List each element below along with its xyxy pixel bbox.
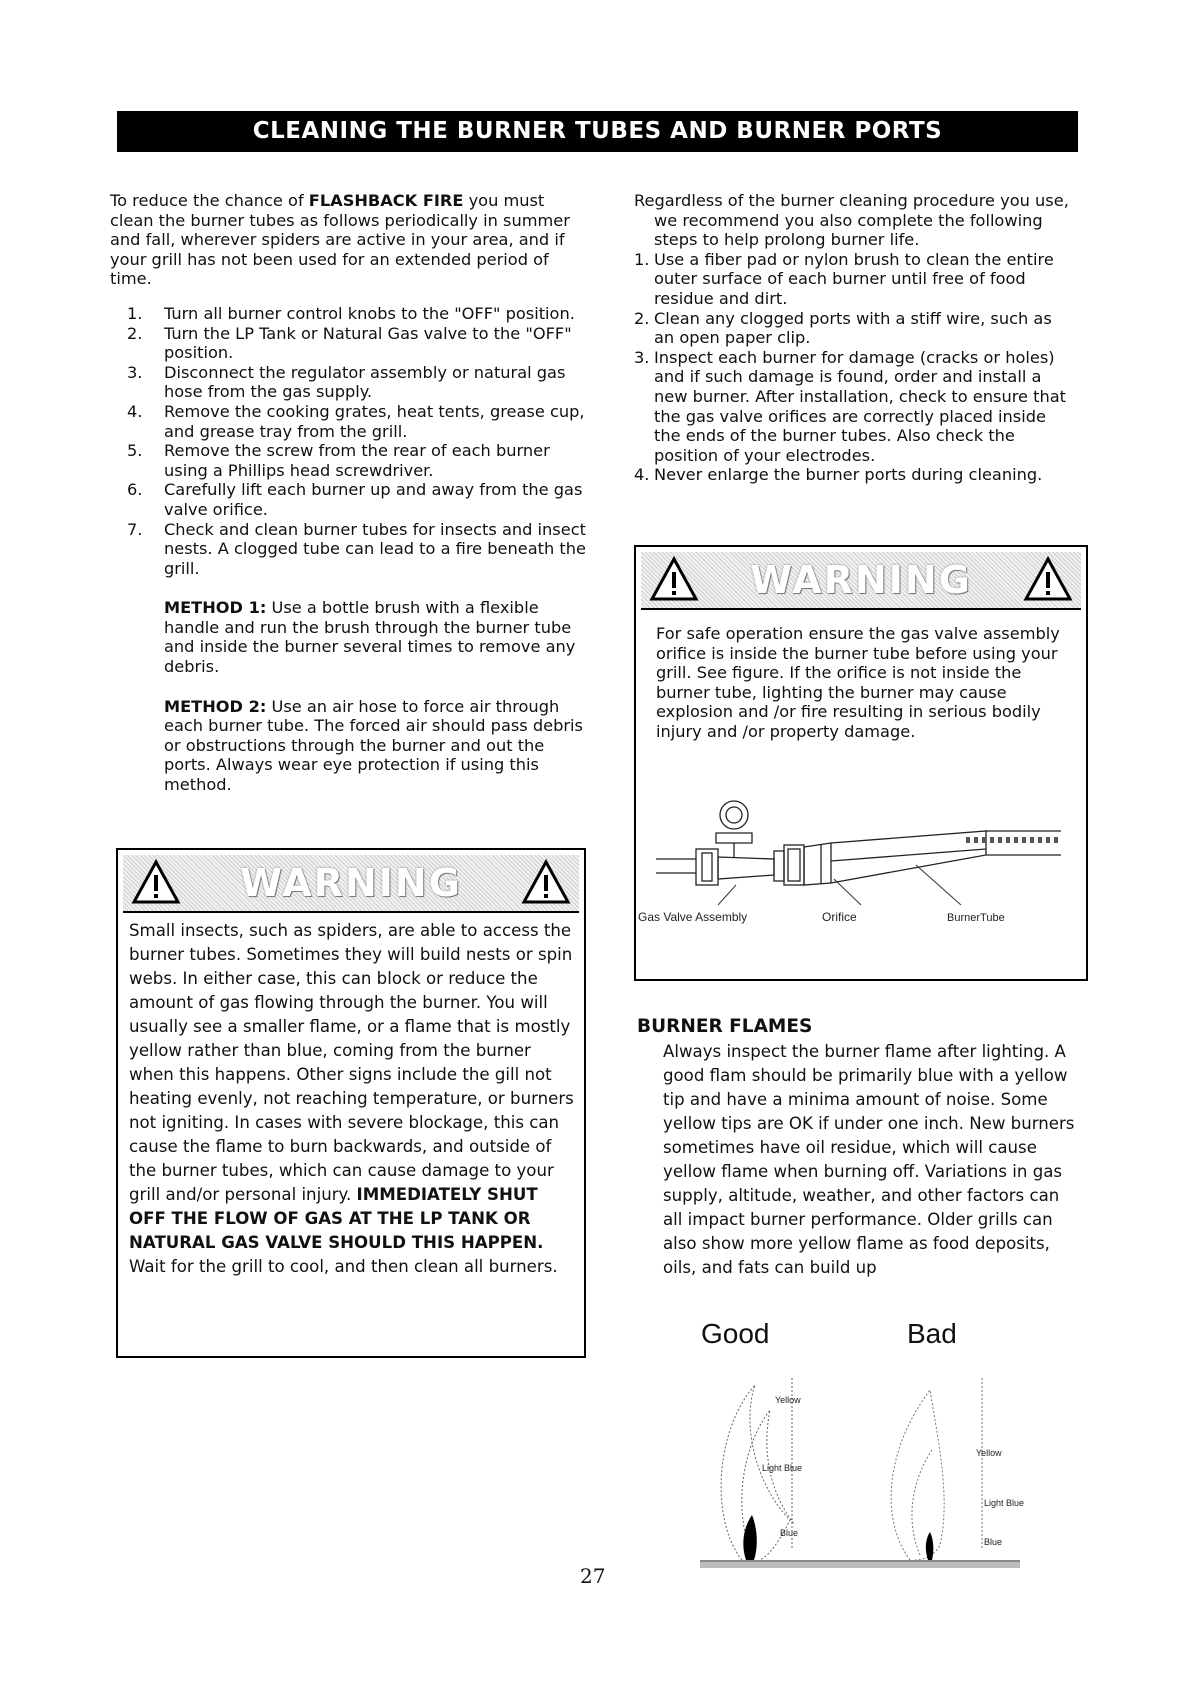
good-label: Good xyxy=(701,1318,770,1349)
prolong-life-steps xyxy=(634,250,1074,485)
list-item: 5. Remove the screw from the rear of each burner using a Phillips head screwdriver. xyxy=(127,441,550,480)
warning-text: For safe operation ensure the gas valve assembly orifice is inside the burner tube before using your grill. See figure. If the orifice is not inside the burner tube, lighting the burner may cause explosion and /or fire resulting in serious bodily injury and /or property damage. xyxy=(656,624,1060,741)
gas-valve-label: Gas Valve Assembly xyxy=(638,910,748,924)
method-1: METHOD 1: Use a bottle brush with a flexible handle and run the brush through the burner tube and inside the burner several times to remove any debris. xyxy=(164,598,576,677)
good-blue-label: Blue xyxy=(780,1528,799,1538)
warning-triangle-icon xyxy=(521,859,571,905)
bad-light-blue-label: Light Blue xyxy=(984,1498,1025,1508)
list-item: 6. Carefully lift each burner up and away from the gas valve orifice. xyxy=(127,480,583,519)
burner-tube-label: BurnerTube xyxy=(947,912,1005,924)
bad-blue-label: Blue xyxy=(984,1537,1003,1547)
intro-text-cont: you must clean the burner tubes as follows periodically in summer and fall, wherever spiders are active in your area, and if your grill has not been used for an extended period of time. xyxy=(110,191,570,289)
left-column xyxy=(110,191,586,795)
orifice-label: Orifice xyxy=(822,910,857,924)
bad-yellow-label: Yellow xyxy=(976,1448,1002,1458)
intro-text: To reduce the chance of xyxy=(110,191,309,210)
list-item: 3. Inspect each burner for damage (cracks or holes) and if such damage is found, order and install a new burner. After installation, check to ensure that the gas valve orifices are correctly placed inside the ends of the burner tubes. Also check the position of your electrodes. xyxy=(634,347,1066,465)
warning-header xyxy=(123,855,579,913)
list-item: 3. Disconnect the regulator assembly or natural gas hose from the gas supply. xyxy=(127,362,566,402)
page-number: 27 xyxy=(580,1564,606,1588)
right-column xyxy=(634,191,1074,485)
list-item: 2. Clean any clogged ports with a stiff wire, such as an open paper clip. xyxy=(634,308,1052,348)
method-2: METHOD 2: Use an air hose to force air through each burner tube. The forced air should pass debris or obstructions through the burner and out the ports. Always wear eye protection if using this method. xyxy=(164,696,583,795)
list-item: 4. Never enlarge the burner ports during cleaning. xyxy=(634,465,1043,485)
burner-flames-heading: BURNER FLAMES xyxy=(637,1016,813,1037)
cleaning-steps-list xyxy=(110,304,586,578)
warning-heading: WARNING xyxy=(750,558,972,602)
good-light-blue-label: Light Blue xyxy=(762,1463,803,1473)
warning-triangle-icon xyxy=(1023,556,1073,602)
warning-heading: WARNING xyxy=(240,861,462,905)
flame-comparison-illustration xyxy=(700,1370,1030,1570)
shut-off-emphasis: IMMEDIATELY SHUT OFF THE FLOW OF GAS AT THE LP TANK OR NATURAL GAS VALVE SHOULD THIS HAPPEN. xyxy=(129,1185,544,1252)
warning-header xyxy=(641,552,1081,610)
burner-flames-text: Always inspect the burner flame after lighting. A good flam should be primarily blue with a yellow tip and have a minima amount of noise. Some yellow tips are OK if under one inch. New burners sometimes have oil residue, which will cause yellow flame when burning off. Variations in gas supply, altitude, weather, and other factors can all impact burner performance. Older grills can also show more yellow flame as food deposits, oils, and fats can build up xyxy=(663,1042,1075,1277)
list-item: 2. Turn the LP Tank or Natural Gas valve to the "OFF" position. xyxy=(127,323,572,363)
bad-flame xyxy=(891,1378,982,1560)
orifice-warning-box xyxy=(634,545,1088,981)
flashback-fire-emphasis: FLASHBACK FIRE xyxy=(308,191,464,210)
right-intro: Regardless of the burner cleaning procedure you use, we recommend you also complete the following steps to help prolong burner life. xyxy=(634,191,1069,250)
insect-warning-box xyxy=(116,848,586,1358)
list-item: 4. Remove the cooking grates, heat tents, grease cup, and grease tray from the grill. xyxy=(127,401,585,441)
list-item: 7. Check and clean burner tubes for insects and insect nests. A clogged tube can lead to a fire beneath the grill. xyxy=(127,519,586,578)
list-item: 1. Use a fiber pad or nylon brush to clean the entire outer surface of each burner until free of food residue and dirt. xyxy=(634,249,1054,308)
section-title: CLEANING THE BURNER TUBES AND BURNER PORTS xyxy=(117,111,1078,152)
bad-label: Bad xyxy=(907,1318,957,1349)
warning-text: Small insects, such as spiders, are able to access the burner tubes. Sometimes they will build nests or spin webs. In either case, this can block or reduce the amount of gas flowing through the burner. You will usually see a smaller flame, or a flame that is mostly yellow rather than blue, coming from the burner when this happens. Other signs include the gill not heating evenly, not reaching temperature, or burners not igniting. In cases with severe blockage, this can cause the flame to burn backwards, and outside of the burner tubes, which can cause damage to your grill and/or personal injury. IMMEDIATELY SHUT OFF THE FLOW OF GAS AT THE LP TANK OR NATURAL GAS VALVE SHOULD THIS HAPPEN. Wait for the grill to cool, and then clean all burners. xyxy=(129,921,574,1276)
good-yellow-label: Yellow xyxy=(775,1395,801,1405)
list-item: 1. Turn all burner control knobs to the "OFF" position. xyxy=(127,303,575,323)
intro-paragraph xyxy=(110,191,586,289)
orifice-diagram xyxy=(656,787,1086,927)
